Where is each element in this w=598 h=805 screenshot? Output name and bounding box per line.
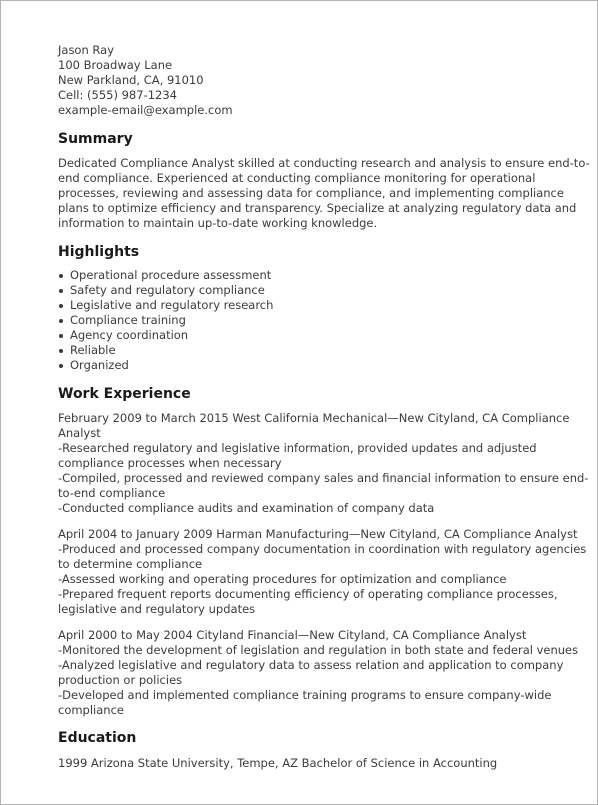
job-entry	[58, 411, 590, 516]
summary-text: Dedicated Compliance Analyst skilled at conducting research and analysis to ensure end-to-end compliance. Experienced at conducting compliance monitoring for operational processes, reviewing and assessing data for compliance, and implementing compliance plans to optimize efficiency and transparency. Specialize at analyzing regulatory data and information to maintain up-to-date working knowledge.	[58, 156, 590, 230]
highlight-item: Reliable	[70, 343, 590, 358]
job-duty: -Conducted compliance audits and examination of company data	[58, 501, 435, 515]
highlight-item: Operational procedure assessment	[70, 268, 590, 283]
contact-city: New Parkland, CA, 91010	[58, 73, 204, 87]
job-entry	[58, 628, 590, 718]
highlights-list	[58, 268, 590, 373]
job-header: April 2004 to January 2009 Harman Manufacturing—New Cityland, CA Compliance Analyst	[58, 527, 578, 541]
job-duty: -Monitored the development of legislation and regulation in both state and federal venues	[58, 643, 579, 657]
work-experience-heading: Work Experience	[58, 386, 191, 402]
contact-name: Jason Ray	[58, 43, 115, 57]
contact-block	[58, 43, 590, 118]
job-duty: -Analyzed legislative and regulatory data to assess relation and application to company production or policies	[58, 658, 564, 687]
highlight-item: Legislative and regulatory research	[70, 298, 590, 313]
education-entry: 1999 Arizona State University, Tempe, AZ Bachelor of Science in Accounting	[58, 756, 498, 770]
job-duty: -Compiled, processed and reviewed company sales and financial information to ensure end-to-end compliance	[58, 471, 589, 500]
job-duty: -Prepared frequent reports documenting efficiency of operating compliance processes, legislative and regulatory updates	[58, 587, 558, 616]
job-header: April 2000 to May 2004 Cityland Financial—New Cityland, CA Compliance Analyst	[58, 628, 527, 642]
highlight-item: Compliance training	[70, 313, 590, 328]
summary-heading: Summary	[58, 131, 133, 147]
highlights-heading: Highlights	[58, 244, 140, 260]
contact-email: example-email@example.com	[58, 103, 233, 117]
job-header: February 2009 to March 2015 West California Mechanical—New Cityland, CA Compliance Analyst	[58, 411, 570, 440]
job-duty: -Assessed working and operating procedures for optimization and compliance	[58, 572, 507, 586]
job-duty: -Produced and processed company documentation in coordination with regulatory agencies to determine compliance	[58, 542, 587, 571]
contact-phone: Cell: (555) 987-1234	[58, 88, 177, 102]
job-entry	[58, 527, 590, 617]
education-heading: Education	[58, 730, 137, 746]
job-duty: -Researched regulatory and legislative information, provided updates and adjusted compliance processes when necessary	[58, 441, 537, 470]
highlight-item: Safety and regulatory compliance	[70, 283, 590, 298]
resume-content	[58, 43, 590, 771]
highlight-item: Organized	[70, 358, 590, 373]
highlight-item: Agency coordination	[70, 328, 590, 343]
job-duty: -Developed and implemented compliance training programs to ensure company-wide compliance	[58, 688, 552, 717]
contact-address: 100 Broadway Lane	[58, 58, 173, 72]
